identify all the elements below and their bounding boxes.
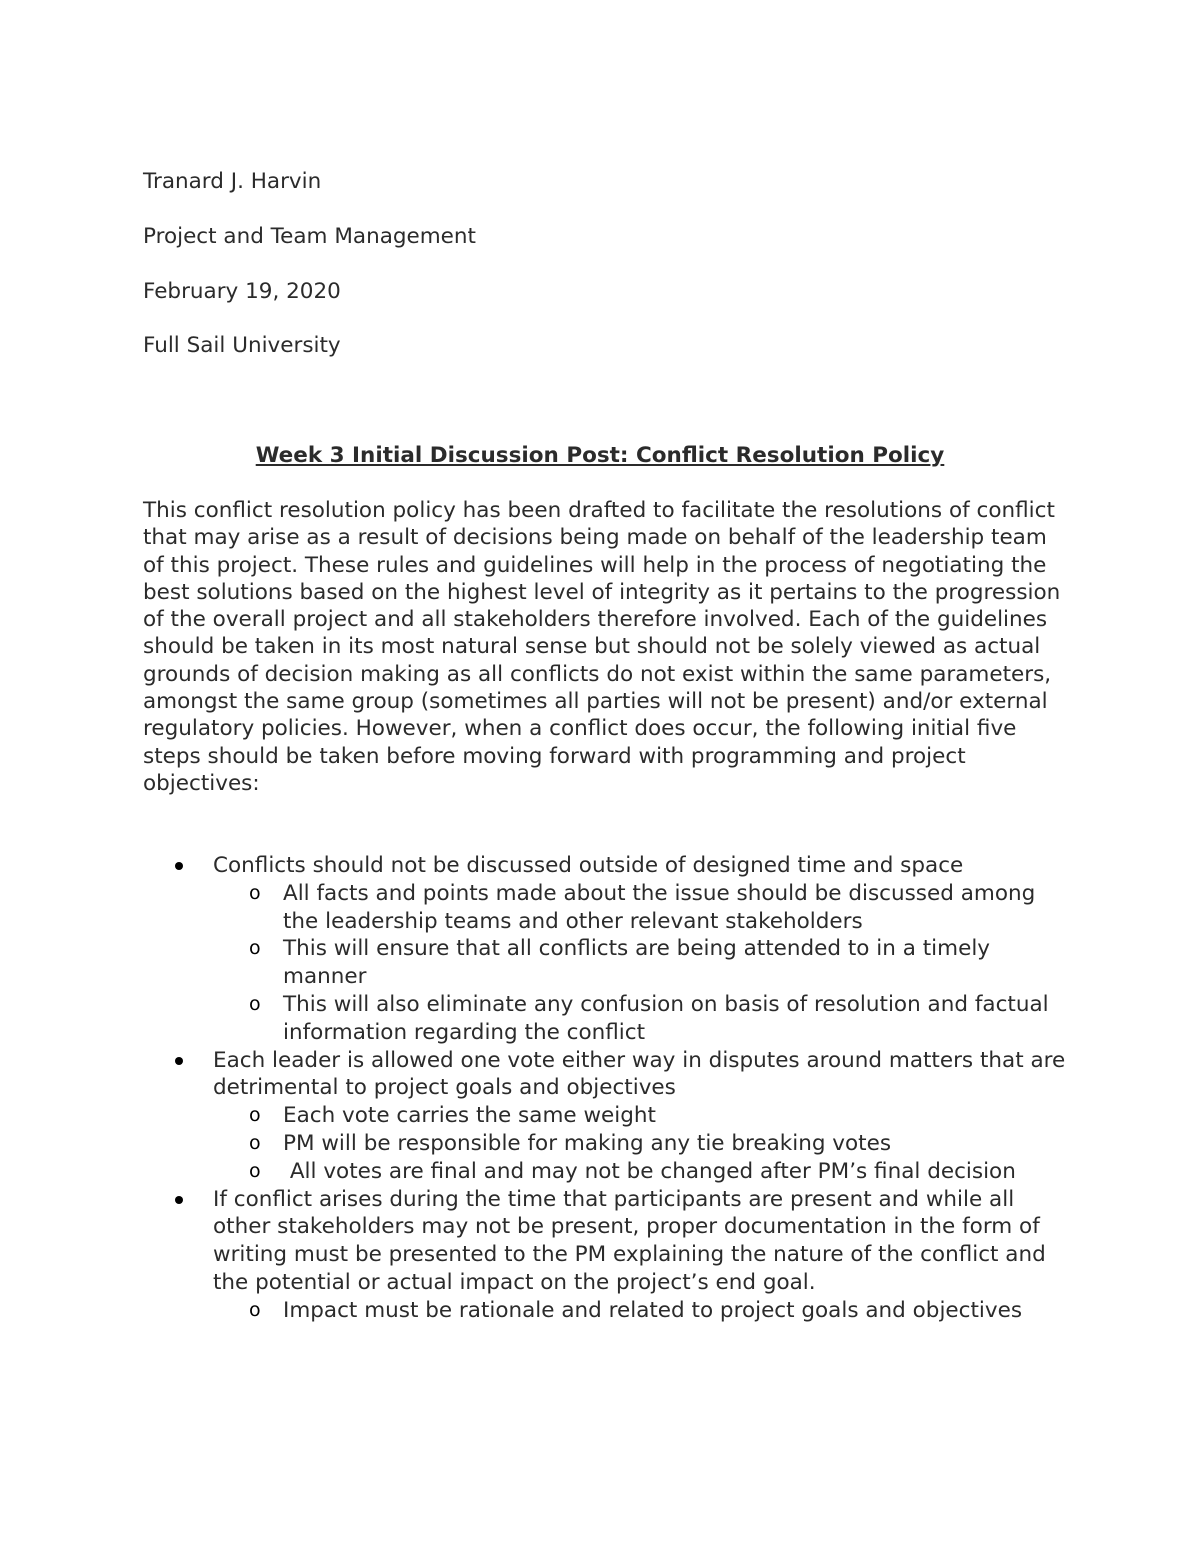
sub-item-text: Each vote carries the same weight (283, 1103, 656, 1129)
sub-item-text: This will ensure that all conflicts are being attended to in a timely manner (283, 936, 991, 990)
list-item (143, 1186, 1073, 1325)
circle-bullet-icon: o (249, 881, 261, 904)
document-title: Week 3 Initial Discussion Post: Conflict Resolution Policy (255, 443, 945, 468)
sub-item-text: Impact must be rationale and related to project goals and objectives (283, 1297, 1023, 1323)
circle-bullet-icon: o (249, 1104, 261, 1127)
sub-list-item (213, 1158, 1073, 1186)
sub-item-text: All facts and points made about the issue should be discussed among the leadership teams and other relevant stakeholders (283, 880, 1036, 934)
bullet-icon (175, 862, 183, 870)
sub-list (213, 1102, 1073, 1185)
sub-list (213, 880, 1073, 1047)
sub-list-item (213, 880, 1073, 936)
bullet-text: Conflicts should not be discussed outside of designed time and space (213, 853, 964, 878)
circle-bullet-icon: o (249, 1298, 261, 1321)
author-name: Tranard J. Harvin (143, 169, 322, 194)
sub-list-item (213, 1297, 1073, 1325)
circle-bullet-icon: o (249, 1131, 261, 1154)
bullet-icon (175, 1057, 183, 1065)
list-item (143, 852, 1073, 1047)
sub-item-text: All votes are final and may not be changed after PM’s final decision (283, 1158, 1016, 1184)
policy-list (143, 852, 1073, 1325)
circle-bullet-icon: o (249, 1159, 261, 1182)
school-name: Full Sail University (143, 333, 341, 358)
bullet-icon (175, 1196, 183, 1204)
bullet-text: If conflict arises during the time that participants are present and while all other stakeholders may not be present, proper documentation in the form of writing must be presented to the PM explaining the nature of the conflict and the potential or actual impact on the project’s end goal. (213, 1186, 1046, 1295)
sub-list-item (213, 1130, 1073, 1158)
sub-list-item (213, 1102, 1073, 1130)
date: February 19, 2020 (143, 279, 341, 304)
circle-bullet-icon: o (249, 937, 261, 960)
list-item (143, 1047, 1073, 1186)
sub-item-text: This will also eliminate any confusion on basis of resolution and factual information regarding the conflict (283, 991, 1049, 1045)
sub-item-text: PM will be responsible for making any tie breaking votes (283, 1130, 892, 1156)
sub-list-item (213, 991, 1073, 1047)
circle-bullet-icon: o (249, 992, 261, 1015)
sub-list-item (213, 935, 1073, 991)
course-name: Project and Team Management (143, 224, 476, 249)
sub-list (213, 1297, 1073, 1325)
bullet-text: Each leader is allowed one vote either way in disputes around matters that are detrimental to project goals and objectives (213, 1047, 1066, 1101)
intro-paragraph: This conflict resolution policy has been drafted to facilitate the resolutions of conflict that may arise as a result of decisions being made on behalf of the leadership team of this project. These rules and guidelines will help in the process of negotiating the best solutions based on the highest level of integrity as it pertains to the progression of the overall project and all stakeholders therefore involved. Each of the guidelines should be taken in its most natural sense but should not be solely viewed as actual grounds of decision making as all conflicts do not exist within the same parameters, amongst the same group (sometimes all parties will not be present) and/or external regulatory policies. However, when a conflict does occur, the following initial five steps should be taken before moving forward with programming and project objectives: (143, 498, 1061, 796)
